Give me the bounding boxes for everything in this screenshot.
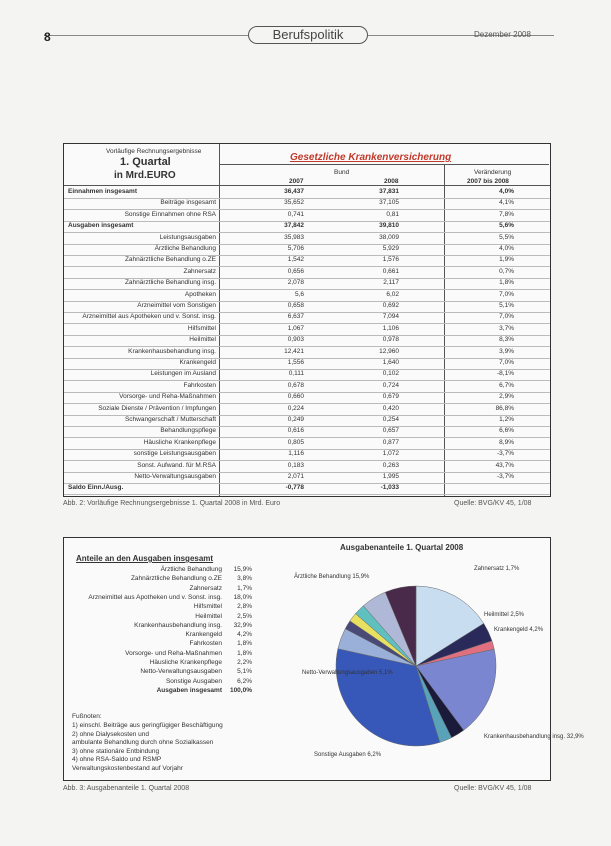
row-value-2008: 37,831 <box>379 188 399 195</box>
row-value-2008: 0,420 <box>382 404 399 412</box>
page-number: 8 <box>44 30 51 44</box>
row-change: 5,1% <box>499 302 514 309</box>
row-change: 2,9% <box>499 393 514 401</box>
row-value-2007: 0,656 <box>287 267 304 275</box>
share-value: 1,7% <box>237 584 252 592</box>
row-label: Beiträge insgesamt <box>160 199 216 207</box>
row-value-2008: 0,254 <box>382 416 399 423</box>
row-label: Sonst. Aufwand. für M.RSA <box>137 461 216 469</box>
col-change-sub: 2007 bis 2008 <box>467 178 509 185</box>
row-change: 8,3% <box>499 336 514 344</box>
share-value: 15,9% <box>233 566 252 573</box>
row-value-2008: 37,105 <box>379 199 399 207</box>
row-change: 7,0% <box>499 313 514 321</box>
share-value: 32,9% <box>233 621 252 629</box>
share-value: 3,8% <box>237 575 252 583</box>
row-value-2007: 6,637 <box>287 313 304 321</box>
row-change: 86,8% <box>495 404 514 412</box>
row-label: Behandlungspflege <box>160 427 216 435</box>
rule <box>219 144 220 496</box>
row-value-2008: 0,263 <box>382 461 399 469</box>
row-change: 0,7% <box>499 267 514 275</box>
row-value-2008: 0,657 <box>382 427 399 435</box>
row-change: 8,9% <box>499 438 514 446</box>
row-value-2008: 1,576 <box>382 256 399 264</box>
footnote: 1) einschl. Beiträge aus geringfügiger Beschäftigung <box>72 722 223 729</box>
row-change: 3,9% <box>499 347 514 355</box>
row-label: Häusliche Krankenpflege <box>143 438 216 446</box>
row-value-2007: 0,183 <box>287 461 304 469</box>
table-unit: in Mrd.EURO <box>114 170 176 181</box>
share-value: 2,8% <box>237 603 252 611</box>
rule <box>219 164 549 165</box>
footnote: ambulante Behandlung durch ohne Sozialkassen <box>72 739 214 746</box>
col-2007: 2007 <box>289 178 304 185</box>
row-value-2008: 0,877 <box>382 438 399 446</box>
share-value: 100,0% <box>229 686 252 694</box>
row-label: Leistungsausgaben <box>159 233 216 241</box>
expenditure-shares-panel <box>63 537 584 781</box>
row-label: Zahnersatz <box>183 267 216 275</box>
footnotes-title: Fußnoten: <box>72 713 102 720</box>
row-value-2007: 5,706 <box>287 245 304 252</box>
row-value-2007: -0,778 <box>285 484 304 492</box>
row-value-2007: 1,067 <box>287 324 304 332</box>
row-label: Vorsorge- und Reha-Maßnahmen <box>119 393 216 401</box>
row-change: 1,2% <box>499 416 514 423</box>
row-change: 7,8% <box>499 210 514 218</box>
row-label: Krankengeld <box>179 359 216 366</box>
row-label: Krankenhausbehandlung insg. <box>128 347 216 355</box>
row-change: 7,0% <box>499 359 514 366</box>
row-value-2008: 0,102 <box>382 370 399 378</box>
pie-label: Netto-Verwaltungsausgaben 5,1% <box>302 670 393 676</box>
row-change: 6,7% <box>499 381 514 389</box>
share-label: Vorsorge- und Reha-Maßnahmen <box>125 649 222 657</box>
row-label: Hilfsmittel <box>187 324 216 332</box>
row-change: 4,0% <box>499 188 514 195</box>
pie-label: Zahnersatz 1,7% <box>474 566 520 572</box>
row-value-2007: 0,805 <box>287 438 304 446</box>
row-value-2007: 0,249 <box>287 416 304 423</box>
table-subtitle: Vorläufige Rechnungsergebnisse <box>106 148 202 155</box>
row-value-2008: 0,661 <box>382 267 399 275</box>
row-change: -3,7% <box>497 473 514 480</box>
row-value-2008: 1,072 <box>382 450 399 458</box>
row-label: Arzneimittel vom Sonstigen <box>137 302 216 309</box>
share-value: 18,0% <box>233 593 252 601</box>
row-value-2008: 0,724 <box>382 381 399 389</box>
share-value: 2,5% <box>237 612 252 620</box>
rule <box>444 164 445 496</box>
row-label: Sonstige Einnahmen ohne RSA <box>124 210 216 218</box>
row-value-2008: 5,929 <box>382 245 399 252</box>
row-value-2007: 0,224 <box>287 404 304 412</box>
row-value-2008: 39,810 <box>379 222 399 230</box>
pie-label: Ärztliche Behandlung 15,9% <box>294 574 370 580</box>
row-value-2008: 38,009 <box>379 233 399 241</box>
share-label: Krankenhausbehandlung insg. <box>134 621 222 629</box>
results-table <box>63 143 551 497</box>
row-value-2008: 0,978 <box>382 336 399 344</box>
pie-chart <box>274 556 584 778</box>
row-change: 7,0% <box>499 290 514 298</box>
share-label: Ärztliche Behandlung <box>160 566 222 573</box>
row-label: Zahnärztliche Behandlung insg. <box>124 279 216 287</box>
row-label: Arzneimittel aus Apotheken und v. Sonst. insg. <box>82 313 216 321</box>
row-value-2008: 1,995 <box>382 473 399 480</box>
row-label: sonstige Leistungsausgaben <box>133 450 216 458</box>
row-value-2008: 0,679 <box>382 393 399 401</box>
row-label: Einnahmen insgesamt <box>68 188 137 195</box>
row-label: Leistungen im Ausland <box>150 370 216 378</box>
row-change: 43,7% <box>495 461 514 469</box>
share-value: 2,2% <box>237 659 252 666</box>
row-value-2007: 2,078 <box>287 279 304 287</box>
row-change: -8,1% <box>497 370 514 378</box>
row-value-2007: 5,6 <box>294 290 304 298</box>
row-change: -3,7% <box>497 450 514 458</box>
row-value-2008: 2,117 <box>383 279 399 287</box>
table-period: 1. Quartal <box>120 156 171 168</box>
row-value-2007: 0,903 <box>287 336 304 344</box>
row-value-2008: -1,033 <box>380 484 399 492</box>
row-label: Apotheken <box>184 290 216 298</box>
row-change: 5,5% <box>499 233 514 241</box>
row-label: Schwangerschaft / Mutterschaft <box>124 416 216 423</box>
caption-chart: Abb. 3: Ausgabenanteile 1. Quartal 2008 <box>63 785 190 792</box>
row-change: 4,1% <box>499 199 514 207</box>
row-value-2007: 1,116 <box>288 450 304 458</box>
row-label: Netto-Verwaltungsausgaben <box>134 473 216 480</box>
row-change: 1,9% <box>499 256 514 264</box>
rule <box>64 185 550 186</box>
footnote: 4) ohne RSA-Saldo und RSMP <box>72 756 162 763</box>
row-label: Heilmittel <box>189 336 216 344</box>
caption-chart-source: Quelle: BVG/KV 45, 1/08 <box>454 785 532 792</box>
col-2008: 2008 <box>384 178 399 185</box>
row-label: Soziale Dienste / Prävention / Impfungen <box>98 404 216 412</box>
share-label: Sonstige Ausgaben <box>165 677 222 685</box>
pie-label: Krankengeld 4,2% <box>494 627 544 633</box>
row-value-2007: 35,652 <box>284 199 304 207</box>
row-change: 1,8% <box>499 279 514 287</box>
row-value-2007: 0,660 <box>287 393 304 401</box>
share-label: Netto-Verwaltungsausgaben <box>140 668 222 676</box>
row-value-2008: 0,81 <box>386 210 399 218</box>
share-label: Krankengeld <box>185 631 222 639</box>
row-value-2007: 36,437 <box>284 188 304 195</box>
share-value: 6,2% <box>237 677 252 685</box>
row-value-2007: 12,421 <box>284 347 304 355</box>
row-change: 3,7% <box>499 324 514 332</box>
row-value-2008: 7,094 <box>382 313 399 321</box>
row-value-2007: 0,678 <box>287 381 304 389</box>
share-value: 1,8% <box>237 640 252 648</box>
issue-label: Dezember 2008 <box>474 30 531 39</box>
footnote: Verwaltungskostenbestand auf Vorjahr <box>72 764 183 772</box>
share-label: Zahnersatz <box>189 584 222 592</box>
row-value-2008: 1,640 <box>382 359 399 366</box>
footnote: 2) ohne Dialysekosten und <box>72 730 149 738</box>
row-value-2007: 0,111 <box>288 370 304 378</box>
row-value-2007: 1,556 <box>287 359 304 366</box>
row-change: 6,6% <box>499 427 514 435</box>
share-value: 1,8% <box>237 649 252 657</box>
share-label: Fahrkosten <box>189 640 222 648</box>
share-label: Zahnärztliche Behandlung o.ZE <box>130 575 222 583</box>
caption-table: Abb. 2: Vorläufige Rechnungsergebnisse 1. Quartal 2008 in Mrd. Euro <box>63 500 281 507</box>
caption-table-source: Quelle: BVG/KV 45, 1/08 <box>454 500 532 507</box>
share-label: Heilmittel <box>195 612 222 620</box>
row-label: Zahnärztliche Behandlung o.ZE <box>124 256 216 264</box>
row-change: 4,0% <box>499 245 514 252</box>
row-value-2008: 12,960 <box>379 347 399 355</box>
pie-label: Krankenhausbehandlung insg. 32,9% <box>484 734 584 740</box>
col-group-bund: Bund <box>334 169 350 176</box>
row-value-2008: 1,106 <box>382 324 399 332</box>
row-label: Ausgaben insgesamt <box>68 222 134 230</box>
footnote: 3) ohne stationäre Entbindung <box>72 747 160 755</box>
section-title: Berufspolitik <box>248 26 368 44</box>
pie-label: Heilmittel 2,5% <box>484 612 525 618</box>
shares-title: Anteile an den Ausgaben insgesamt <box>76 554 214 563</box>
share-label: Hilfsmittel <box>193 603 222 611</box>
row-value-2007: 35,983 <box>284 233 304 241</box>
col-change: Veränderung <box>474 169 512 176</box>
row-value-2007: 0,741 <box>287 210 304 218</box>
share-value: 4,2% <box>237 631 252 639</box>
row-change: 5,6% <box>499 222 514 230</box>
share-value: 5,1% <box>237 668 252 676</box>
row-value-2007: 0,616 <box>287 427 304 435</box>
row-value-2007: 0,658 <box>287 302 304 309</box>
share-label: Häusliche Krankenpflege <box>149 659 222 666</box>
row-label: Ärztliche Behandlung <box>154 245 216 252</box>
share-label: Arzneimittel aus Apotheken und v. Sonst. insg. <box>88 593 222 601</box>
row-label: Fahrkosten <box>183 381 216 389</box>
table-heading: Gesetzliche Krankenversicherung <box>290 152 452 163</box>
row-value-2008: 0,692 <box>382 302 399 309</box>
row-value-2008: 6,02 <box>386 290 399 298</box>
pie-label: Sonstige Ausgaben 6,2% <box>314 752 382 758</box>
row-value-2007: 1,542 <box>287 256 304 264</box>
row-label: Saldo Einn./Ausg. <box>68 484 124 492</box>
row-rule <box>64 494 550 495</box>
row-value-2007: 37,842 <box>284 222 304 230</box>
chart-title: Ausgabenanteile 1. Quartal 2008 <box>340 543 464 552</box>
row-value-2007: 2,071 <box>287 473 304 480</box>
share-label: Ausgaben insgesamt <box>156 686 222 694</box>
